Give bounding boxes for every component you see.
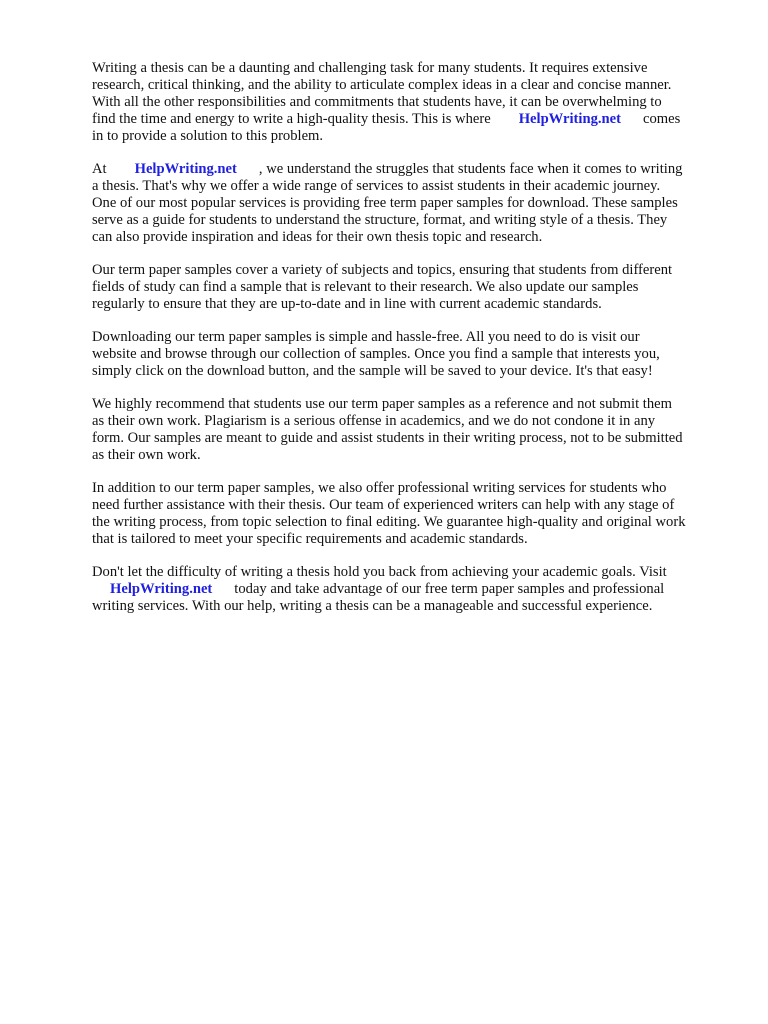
text-line: website and browse through our collection of samples. Once you find a sample that interests you, (92, 346, 660, 362)
text-line: Writing a thesis can be a daunting and challenging task for many students. It requires extensive (92, 60, 648, 76)
text-line: One of our most popular services is providing free term paper samples for download. These samples (92, 195, 678, 211)
text-fragment: , we understand the struggles that students face when it comes to writing (258, 161, 683, 177)
text-line (92, 111, 732, 128)
paragraph-closing (92, 564, 732, 615)
text-line: regularly to ensure that they are up-to-date and in line with current academic standards. (92, 296, 602, 312)
helpwriting-link[interactable]: HelpWriting.net (110, 581, 213, 597)
text-fragment: find the time and energy to write a high-quality thesis. This is where (92, 111, 491, 127)
text-line: Our term paper samples cover a variety of subjects and topics, ensuring that students from different (92, 262, 673, 278)
text-line: the writing process, from topic selection to final editing. We guarantee high-quality and original work (92, 514, 686, 530)
text-line: We highly recommend that students use our term paper samples as a reference and not submit them (92, 396, 672, 412)
paragraph-samples-coverage (92, 262, 732, 313)
text-line: serve as a guide for students to understand the structure, format, and writing style of a thesis. They (92, 212, 668, 228)
text-line: can also provide inspiration and ideas for their own thesis topic and research. (92, 229, 543, 245)
text-line (92, 581, 732, 598)
text-line: In addition to our term paper samples, we also offer professional writing services for students who (92, 480, 667, 496)
text-line: form. Our samples are meant to guide and assist students in their writing process, not to be submitted (92, 430, 683, 446)
helpwriting-link[interactable]: HelpWriting.net (134, 161, 237, 177)
text-line: Don't let the difficulty of writing a thesis hold you back from achieving your academic goals. Visit (92, 564, 667, 580)
text-line: in to provide a solution to this problem. (92, 128, 324, 144)
text-line: simply click on the download button, and the sample will be saved to your device. It's that easy! (92, 363, 653, 379)
document-body (92, 60, 732, 631)
text-line: need further assistance with their thesis. Our team of experienced writers can help with any stage of (92, 497, 675, 513)
text-line: as their own work. (92, 447, 201, 463)
text-line: Downloading our term paper samples is simple and hassle-free. All you need to do is visit our (92, 329, 640, 345)
text-line: as their own work. Plagiarism is a serious offense in academics, and we do not condone it in any (92, 413, 656, 429)
text-line: a thesis. That's why we offer a wide range of services to assist students in their academic journey. (92, 178, 661, 194)
paragraph-services (92, 480, 732, 548)
text-line: that is tailored to meet your specific requirements and academic standards. (92, 531, 528, 547)
text-line: research, critical thinking, and the ability to articulate complex ideas in a clear and concise manner. (92, 77, 672, 93)
paragraph-about (92, 161, 732, 246)
helpwriting-link[interactable]: HelpWriting.net (518, 111, 621, 127)
text-fragment: At (92, 161, 107, 177)
text-line: fields of study can find a sample that is relevant to their research. We also update our samples (92, 279, 639, 295)
text-line: writing services. With our help, writing a thesis can be a manageable and successful experience. (92, 598, 653, 614)
text-line: With all the other responsibilities and commitments that students have, it can be overwhelming to (92, 94, 662, 110)
paragraph-intro (92, 60, 732, 145)
text-fragment: comes (642, 111, 681, 127)
text-line (92, 161, 732, 178)
text-fragment: today and take advantage of our free term paper samples and professional (234, 581, 665, 597)
paragraph-downloading (92, 329, 732, 380)
paragraph-plagiarism (92, 396, 732, 464)
